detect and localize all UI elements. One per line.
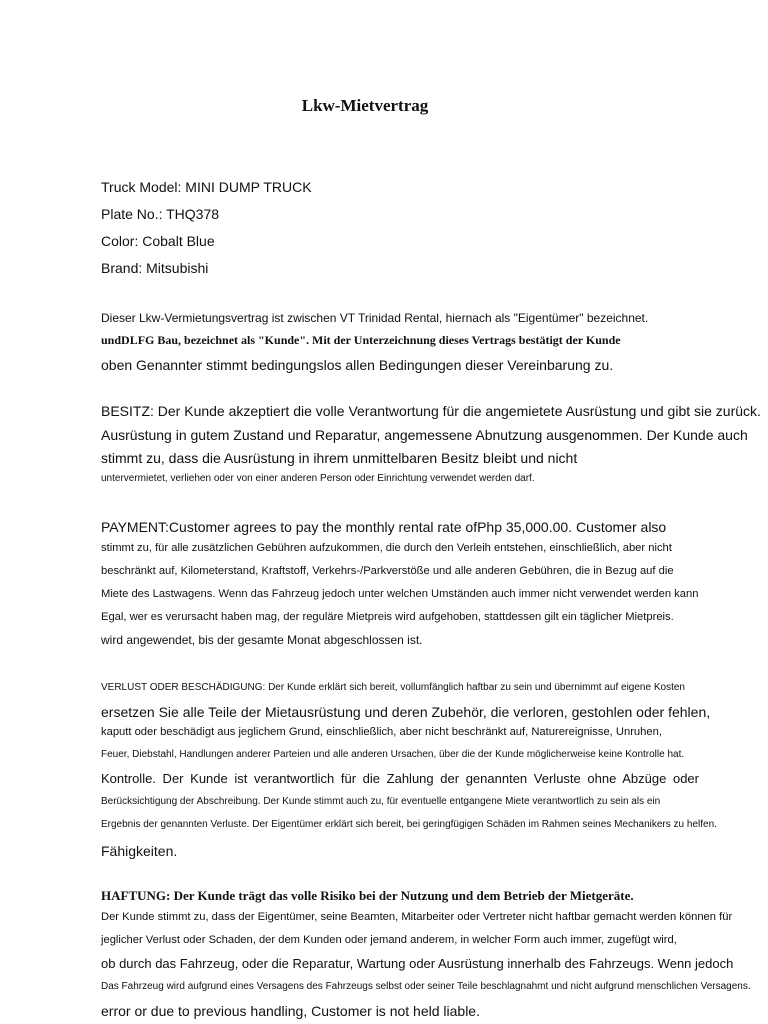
payment-line: beschränkt auf, Kilometerstand, Kraftstoff, Verkehrs-/Parkverstöße und alle anderen Gebühren, die in Bezug auf die [101, 565, 674, 577]
loss-line: VERLUST ODER BESCHÄDIGUNG: Der Kunde erklärt sich bereit, vollumfänglich haftbar zu sein und übernimmt auf eigene Kosten [101, 682, 685, 693]
truck-brand: Brand: Mitsubishi [101, 260, 209, 276]
liability-line: jeglicher Verlust oder Schaden, der dem Kunden oder jemand anderem, in welcher Form auch immer, zugefügt wird, [101, 934, 677, 946]
document-title: Lkw-Mietvertrag [301, 96, 429, 115]
loss-line: Kontrolle. Der Kunde ist verantwortlich für die Zahlung der genannten Verluste ohne Abzüge oder [101, 771, 699, 786]
liability-line: Der Kunde stimmt zu, dass der Eigentümer, seine Beamten, Mitarbeiter oder Vertreter nicht haftbar gemacht werden können für [101, 911, 733, 923]
possession-line: BESITZ: Der Kunde akzeptiert die volle Verantwortung für die angemietete Ausrüstung und gibt sie zurück. [101, 403, 761, 419]
payment-line: Miete des Lastwagens. Wenn das Fahrzeug jedoch unter welchen Umständen auch immer nicht verwendet werden kann [101, 588, 699, 600]
loss-line: Ergebnis der genannten Verluste. Der Eigentümer erklärt sich bereit, bei geringfügigen Schäden im Rahmen seines Mechanikers zu helfen. [101, 819, 717, 830]
possession-line: Ausrüstung in gutem Zustand und Reparatur, angemessene Abnutzung ausgenommen. Der Kunde auch [101, 427, 748, 443]
loss-line: kaputt oder beschädigt aus jeglichem Grund, einschließlich, aber nicht beschränkt auf, Naturereignisse, Unruhen, [101, 726, 662, 738]
payment-line: PAYMENT:Customer agrees to pay the monthly rental rate ofPhp 35,000.00. Customer also [101, 519, 667, 535]
liability-line: ob durch das Fahrzeug, oder die Reparatur, Wartung oder Ausrüstung innerhalb des Fahrzeugs. Wenn jedoch [101, 956, 734, 971]
liability-line: HAFTUNG: Der Kunde trägt das volle Risiko bei der Nutzung und dem Betrieb der Mietgeräte. [101, 888, 634, 903]
possession-line: stimmt zu, dass die Ausrüstung in ihrem unmittelbaren Besitz bleibt und nicht [101, 450, 578, 466]
loss-line: Fähigkeiten. [101, 843, 178, 859]
intro-line: oben Genannter stimmt bedingungslos allen Bedingungen dieser Vereinbarung zu. [101, 357, 614, 373]
payment-line: stimmt zu, für alle zusätzlichen Gebühren aufzukommen, die durch den Verleih entstehen, einschließlich, aber nicht [101, 542, 672, 554]
liability-line: Das Fahrzeug wird aufgrund eines Versagens des Fahrzeugs selbst oder seiner Teile beschlagnahmt und nicht aufgrund menschlichen Versagens. [101, 981, 751, 992]
truck-color: Color: Cobalt Blue [101, 233, 215, 249]
loss-line: ersetzen Sie alle Teile der Mietausrüstung und deren Zubehör, die verloren, gestohlen oder fehlen, [101, 704, 711, 720]
loss-line: Feuer, Diebstahl, Handlungen anderer Parteien und alle anderen Ursachen, über die der Kunde möglicherweise keine Kontrolle hat. [101, 749, 685, 760]
intro-line: Dieser Lkw-Vermietungsvertrag ist zwischen VT Trinidad Rental, hiernach als "Eigentümer" bezeichnet. [101, 311, 649, 325]
intro-line: undDLFG Bau, bezeichnet als "Kunde". Mit der Unterzeichnung dieses Vertrags bestätigt der Kunde [101, 333, 621, 347]
payment-line: wird angewendet, bis der gesamte Monat abgeschlossen ist. [101, 633, 423, 647]
possession-line: untervermietet, verliehen oder von einer anderen Person oder Einrichtung verwendet werden darf. [101, 473, 535, 484]
plate-number: Plate No.: THQ378 [101, 206, 220, 222]
loss-line: Berücksichtigung der Abschreibung. Der Kunde stimmt auch zu, für eventuelle entgangene Miete verantwortlich zu sein als ein [101, 796, 661, 807]
truck-model: Truck Model: MINI DUMP TRUCK [101, 179, 312, 195]
payment-line: Egal, wer es verursacht haben mag, der reguläre Mietpreis wird aufgehoben, stattdessen gilt ein täglicher Mietpreis. [101, 611, 674, 623]
liability-line: error or due to previous handling, Customer is not held liable. [101, 1003, 480, 1019]
